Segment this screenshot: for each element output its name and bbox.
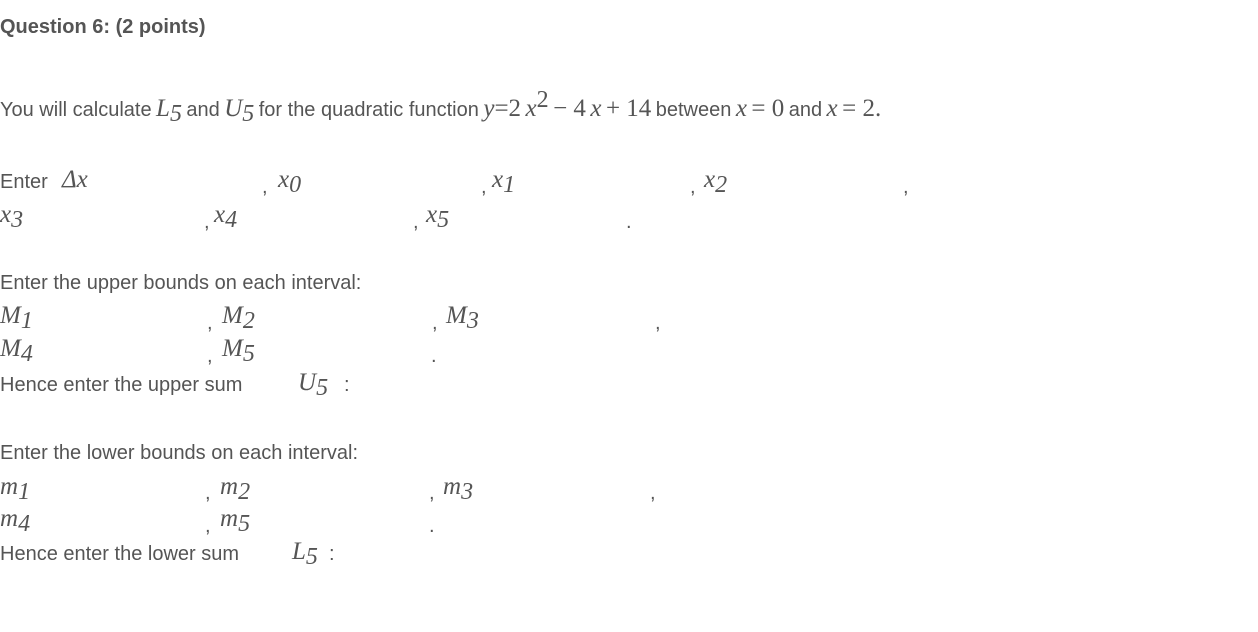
lower-bounds-heading: Enter the lower bounds on each interval: — [0, 442, 358, 464]
colon: : — [329, 543, 335, 565]
math-x3: x — [735, 95, 747, 122]
comma: , — [205, 482, 211, 504]
comma: , — [205, 515, 211, 537]
x0-input[interactable] — [317, 171, 481, 191]
x5-label: x5 — [426, 201, 450, 233]
math-minus: − 4 — [553, 95, 586, 122]
m5-label: m5 — [220, 505, 251, 537]
m2-input[interactable] — [270, 477, 429, 497]
comma: , — [204, 211, 210, 233]
M1-label: M1 — [0, 302, 33, 334]
upper-sum-label: Hence enter the upper sum — [0, 374, 243, 396]
math-eq0: = 0 — [751, 95, 785, 122]
M2-input[interactable] — [273, 307, 432, 327]
math-L: L5 — [156, 95, 182, 127]
math-x4: x — [826, 95, 838, 122]
comma: , — [413, 211, 419, 233]
m3-label: m3 — [443, 473, 474, 505]
comma: , — [690, 176, 696, 198]
x3-input[interactable] — [41, 206, 204, 226]
intro-line — [0, 87, 882, 127]
x1-input[interactable] — [532, 171, 690, 191]
comma: , — [207, 312, 213, 334]
x5-input[interactable] — [467, 206, 626, 226]
math-eq: =2 — [494, 95, 522, 122]
M5-label: M5 — [222, 335, 255, 367]
comma: , — [207, 345, 213, 367]
x4-input[interactable] — [254, 206, 413, 226]
m1-input[interactable] — [48, 477, 205, 497]
intro-text-2: and — [186, 99, 220, 121]
period: . — [626, 211, 632, 233]
M3-input[interactable] — [497, 307, 655, 327]
dx-input[interactable] — [104, 171, 262, 191]
comma: , — [650, 482, 656, 504]
intro-text-3: for the quadratic function — [258, 99, 479, 121]
period: . — [431, 345, 437, 367]
M5-input[interactable] — [273, 340, 431, 360]
question-title: Question 6: (2 points) — [0, 16, 206, 38]
period: . — [429, 515, 435, 537]
lower-sum-label: Hence enter the lower sum — [0, 543, 240, 565]
colon: : — [344, 374, 350, 396]
M4-input[interactable] — [49, 340, 207, 360]
x2-label: x2 — [704, 166, 728, 198]
M3-label: M3 — [446, 302, 479, 334]
x1-label: x1 — [492, 166, 516, 198]
intro-text-5: and — [788, 99, 823, 121]
math-x2: x — [590, 95, 602, 122]
math-eq2: = 2. — [842, 95, 882, 122]
math-exponent: 2 — [536, 87, 549, 113]
M2-label: M2 — [222, 302, 255, 334]
upper-sum-input[interactable] — [362, 377, 522, 397]
M4-label: M4 — [0, 335, 33, 367]
math-plus: + 14 — [605, 95, 652, 122]
m5-input[interactable] — [270, 510, 429, 530]
intro-text-1: You will calculate — [0, 99, 152, 121]
m4-input[interactable] — [48, 510, 205, 530]
m4-label: m4 — [0, 505, 31, 537]
intro-text-4: between — [655, 99, 732, 121]
upper-bounds-heading: Enter the upper bounds on each interval: — [0, 272, 362, 294]
m1-label: m1 — [0, 473, 31, 505]
comma: , — [481, 176, 487, 198]
m3-input[interactable] — [492, 477, 650, 497]
M1-input[interactable] — [49, 307, 207, 327]
comma: , — [432, 312, 438, 334]
math-U: U5 — [224, 95, 255, 127]
U5-label: U5 — [298, 369, 329, 401]
enter-label: Enter — [0, 171, 48, 193]
comma: , — [903, 176, 909, 198]
lower-sum-input[interactable] — [341, 546, 501, 566]
L5-label: L5 — [292, 538, 318, 570]
math-x: x — [525, 95, 537, 122]
x3-label: x3 — [0, 201, 24, 233]
x0-label: x0 — [278, 166, 302, 198]
comma: , — [262, 176, 268, 198]
dx-label: Δx — [62, 166, 88, 193]
x2-input[interactable] — [745, 171, 903, 191]
m2-label: m2 — [220, 473, 251, 505]
x4-label: x4 — [214, 201, 238, 233]
comma: , — [429, 482, 435, 504]
comma: , — [655, 312, 661, 334]
math-y: y — [483, 95, 495, 122]
